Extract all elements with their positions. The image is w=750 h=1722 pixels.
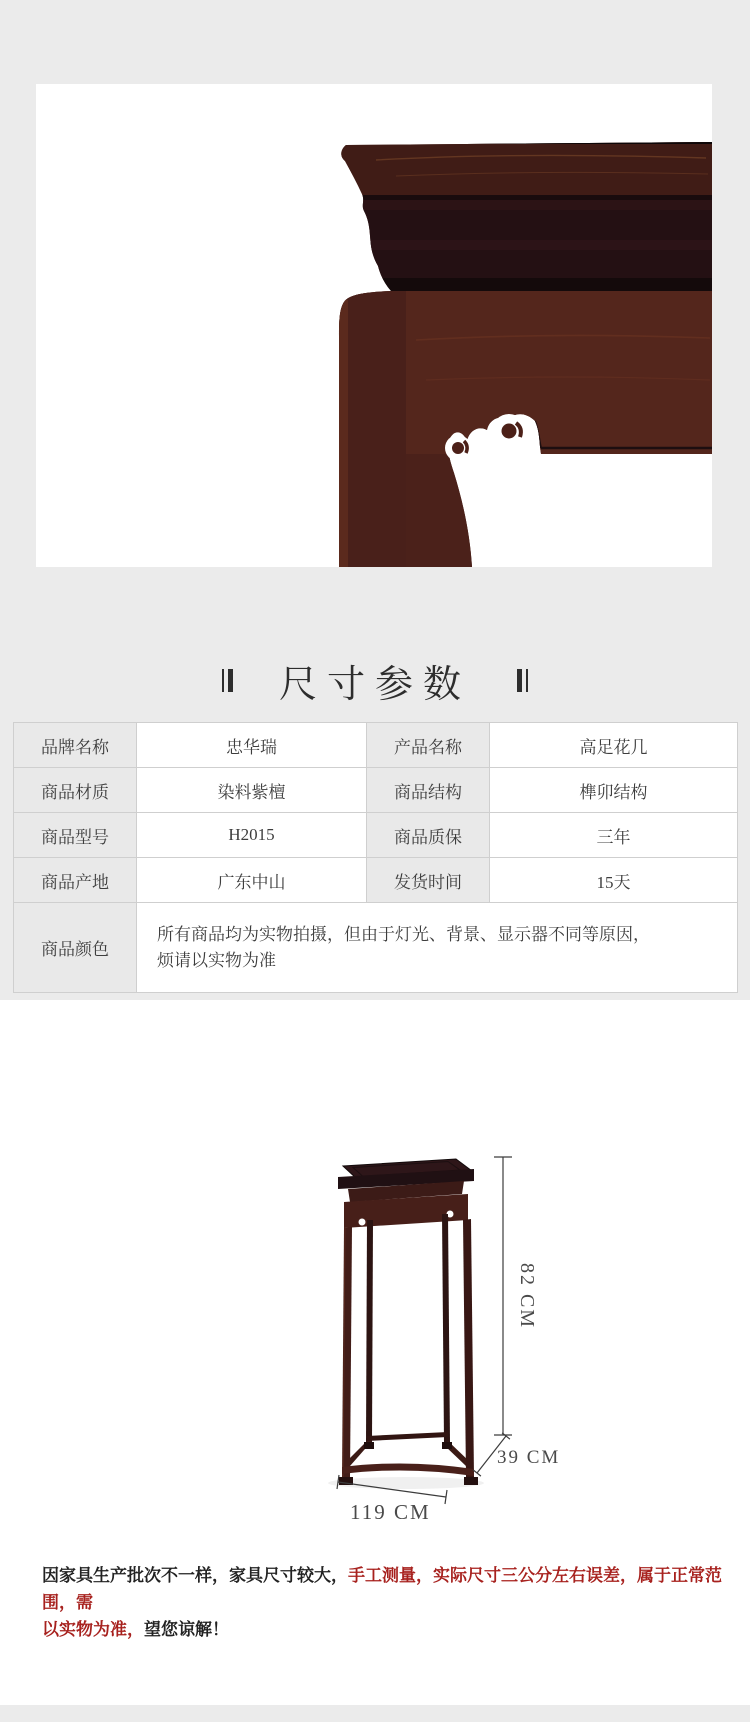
spec-row-color bbox=[14, 903, 738, 993]
footer-text-black: 望您谅解！ bbox=[144, 1620, 229, 1639]
spec-row bbox=[14, 723, 738, 768]
product-photo-closeup bbox=[336, 140, 712, 567]
spec-label: 商品型号 bbox=[14, 813, 137, 858]
spec-label: 商品结构 bbox=[367, 768, 490, 813]
spec-row bbox=[14, 768, 738, 813]
flower-stand-drawing bbox=[338, 1159, 478, 1485]
spec-value: 三年 bbox=[490, 813, 738, 858]
spec-label: 商品材质 bbox=[14, 768, 137, 813]
footer-text-red: 手工测量，实际尺寸三公分左右误差，属于正常范围，需 bbox=[42, 1566, 722, 1612]
spec-label: 商品质保 bbox=[367, 813, 490, 858]
spec-value: 广东中山 bbox=[137, 858, 367, 903]
bottom-gray-strip bbox=[0, 1705, 750, 1722]
spec-value: 忠华瑞 bbox=[137, 723, 367, 768]
spec-value: 染料紫檀 bbox=[137, 768, 367, 813]
spec-color-note bbox=[137, 903, 738, 993]
spec-label: 品牌名称 bbox=[14, 723, 137, 768]
height-dimension-label: 82 CM bbox=[516, 1262, 538, 1330]
hero-photo-panel bbox=[36, 84, 712, 567]
spec-value: 榫卯结构 bbox=[490, 768, 738, 813]
spec-row bbox=[14, 813, 738, 858]
footer-note bbox=[42, 1562, 722, 1643]
spec-label: 产品名称 bbox=[367, 723, 490, 768]
spec-row bbox=[14, 858, 738, 903]
spec-color-note-line2: 烦请以实物为准 bbox=[157, 950, 276, 970]
spec-label: 发货时间 bbox=[367, 858, 490, 903]
title-right-mark-icon bbox=[517, 667, 528, 693]
height-dimension-line bbox=[494, 1157, 512, 1435]
spec-value: H2015 bbox=[137, 813, 367, 858]
width-dimension-label: 119 CM bbox=[350, 1500, 431, 1524]
stand-dimension-image bbox=[250, 1040, 610, 1540]
footer-note-line1 bbox=[42, 1562, 722, 1616]
section-title-row bbox=[0, 652, 750, 708]
spec-table bbox=[13, 722, 738, 993]
footer-note-line2 bbox=[42, 1616, 722, 1643]
depth-dimension-label: 39 CM bbox=[497, 1447, 561, 1468]
spec-value: 15天 bbox=[490, 858, 738, 903]
footer-text-black: 因家具生产批次不一样，家具尺寸较大， bbox=[42, 1566, 348, 1585]
title-left-mark-icon bbox=[222, 667, 233, 693]
spec-label: 商品颜色 bbox=[14, 903, 137, 993]
spec-color-note-line1: 所有商品均为实物拍摄，但由于灯光、背景、显示器不同等原因， bbox=[157, 924, 650, 944]
spec-value: 高足花几 bbox=[490, 723, 738, 768]
section-title: 尺寸参数 bbox=[278, 663, 471, 706]
footer-text-red: 以实物为准， bbox=[42, 1620, 144, 1639]
spec-label: 商品产地 bbox=[14, 858, 137, 903]
